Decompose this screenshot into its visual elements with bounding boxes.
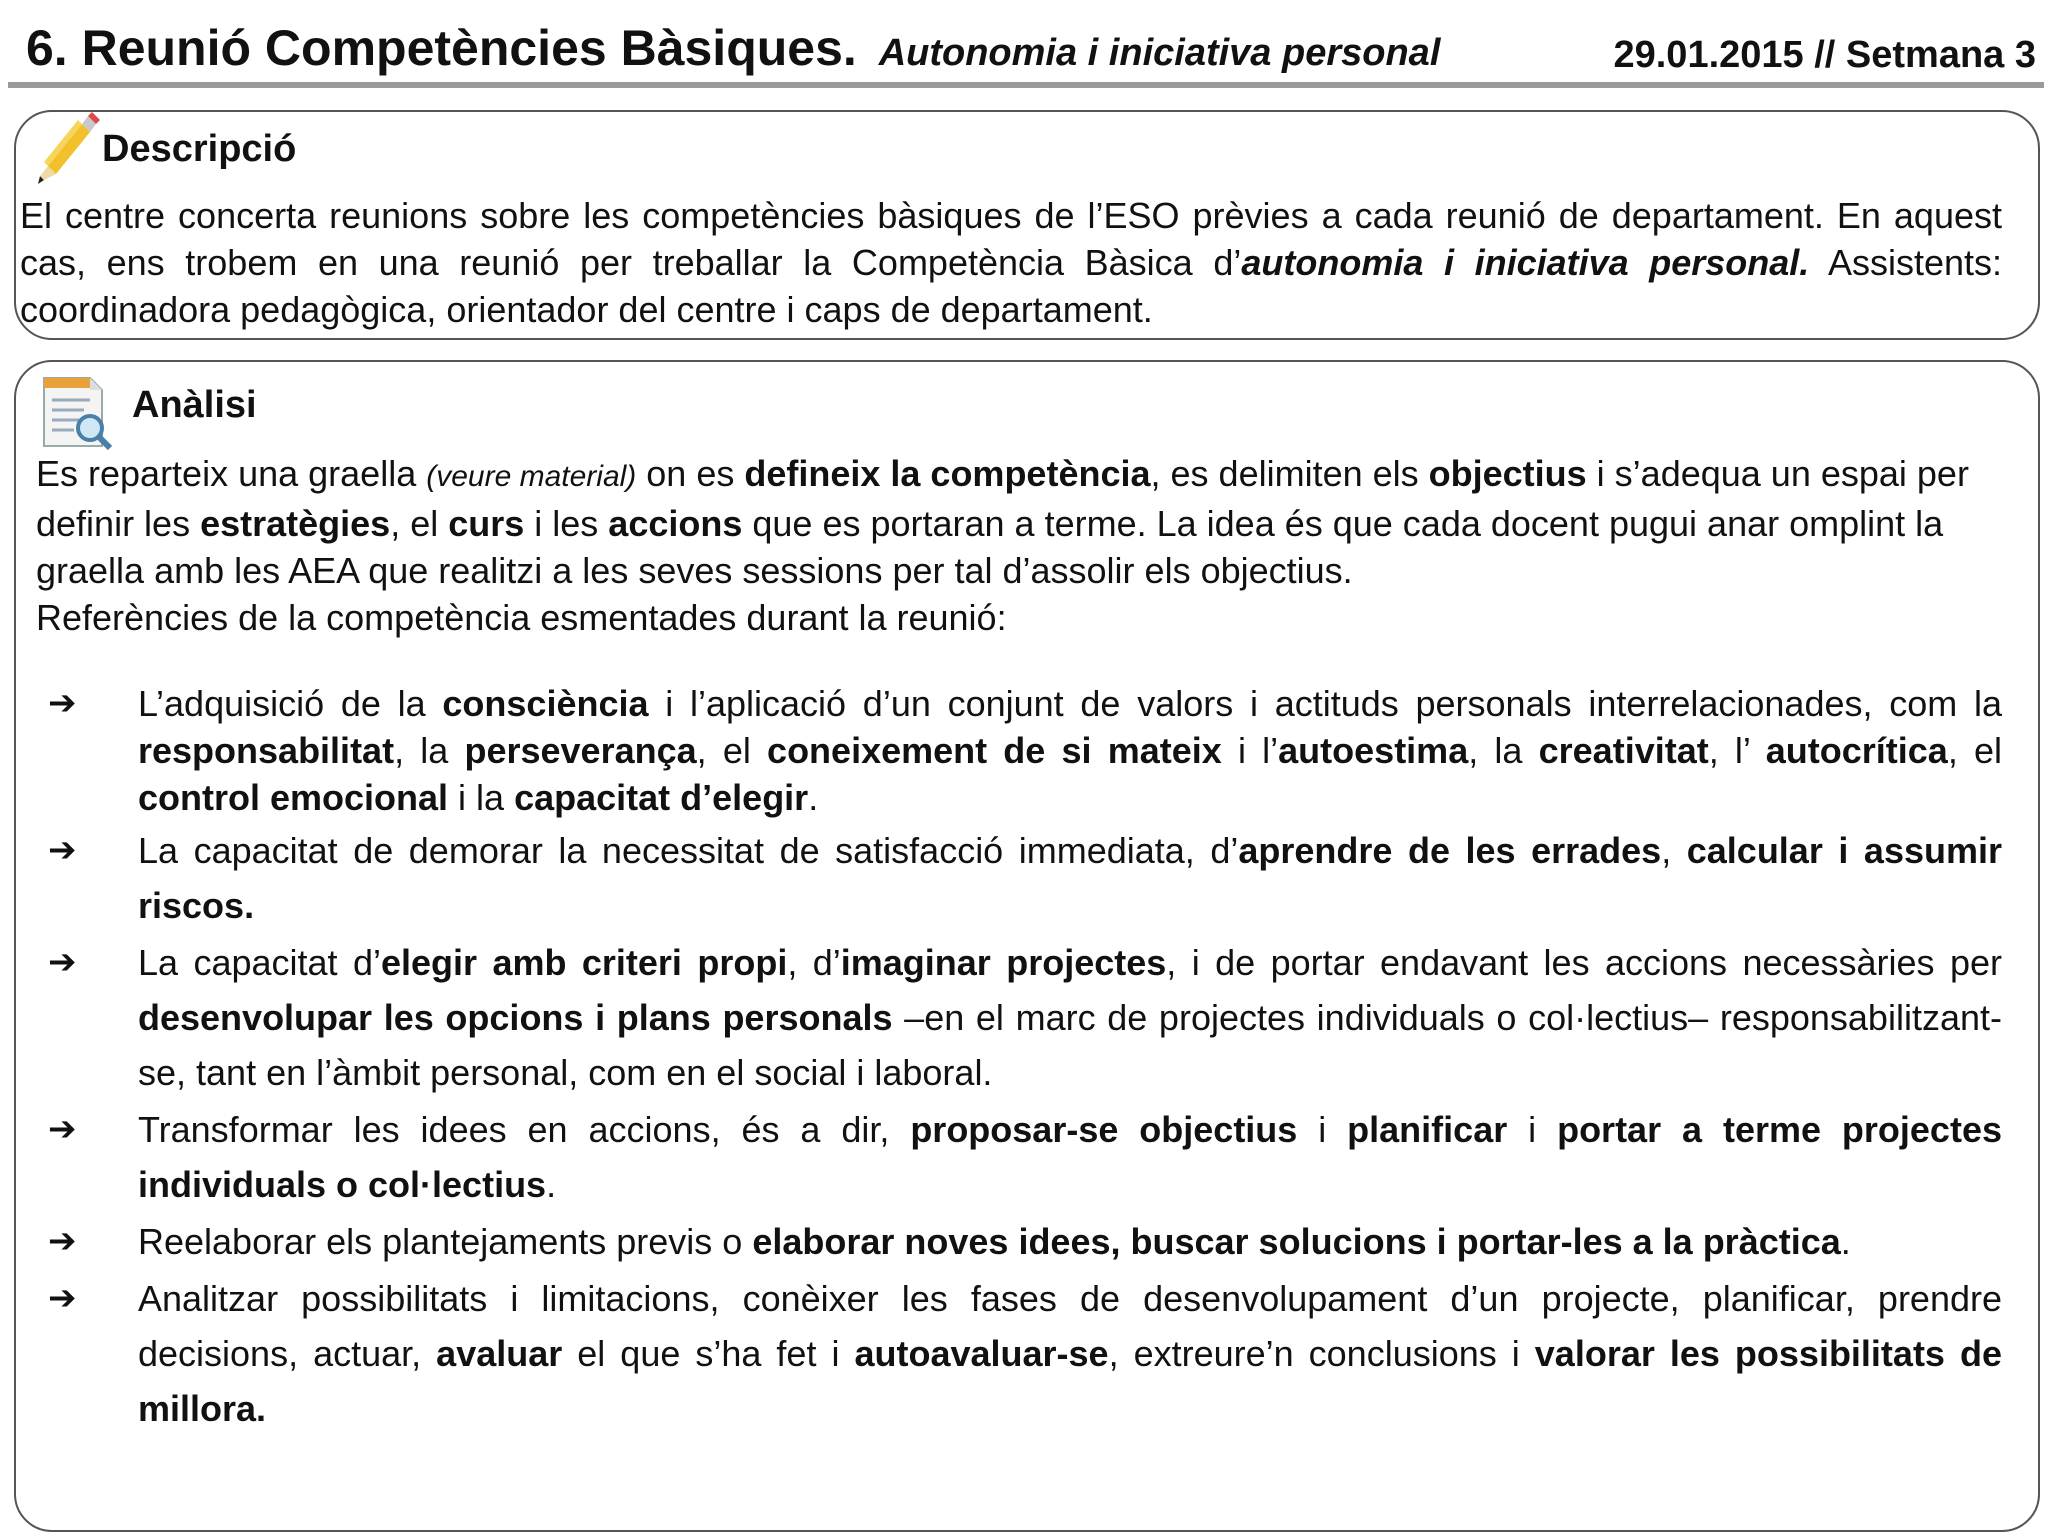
references-list bbox=[40, 680, 2002, 1436]
list-item bbox=[40, 823, 2002, 933]
item-text: , i de portar endavant les accions necessàries per bbox=[1166, 942, 2002, 983]
item-text: i la bbox=[448, 777, 515, 818]
item-text: i bbox=[1507, 1109, 1558, 1150]
item-text: , el bbox=[1947, 730, 2003, 771]
list-item bbox=[40, 935, 2002, 1100]
item-bold: control emocional bbox=[138, 777, 449, 818]
item-bold: avaluar bbox=[436, 1333, 563, 1374]
arrow-icon: ➔ bbox=[48, 684, 77, 722]
description-heading: Descripció bbox=[102, 128, 297, 170]
item-text: , la bbox=[394, 730, 465, 771]
item-text: i bbox=[1297, 1109, 1348, 1150]
analysis-text-part: Es reparteix una graella bbox=[36, 453, 427, 494]
item-bold: planificar bbox=[1347, 1109, 1508, 1150]
item-text: i l’aplicació d’un conjunt de valors i actituds personals interrelacionades, com la bbox=[648, 683, 2002, 724]
date-week: 29.01.2015 // Setmana 3 bbox=[1613, 34, 2036, 76]
arrow-icon: ➔ bbox=[48, 1222, 77, 1260]
description-text-part: Assistents: coordinadora pedagògica, orientador del centre i caps de departament. bbox=[20, 242, 2002, 330]
item-text: i l’ bbox=[1221, 730, 1279, 771]
analysis-text-part: i s’adequa un espai per definir les bbox=[36, 453, 1969, 544]
analysis-heading: Anàlisi bbox=[132, 384, 257, 426]
list-item bbox=[40, 680, 2002, 821]
item-bold: coneixement de si mateix bbox=[767, 730, 1222, 771]
item-bold: imaginar projectes bbox=[840, 942, 1167, 983]
item-bold: aprendre de les errades bbox=[1238, 830, 1662, 871]
item-bold: calcular i assumir riscos. bbox=[138, 830, 2002, 926]
item-text: el que s’ha fet i bbox=[562, 1333, 855, 1374]
item-bold: elaborar noves idees, buscar solucions i portar-les a la pràctica bbox=[752, 1221, 1841, 1262]
item-text: . bbox=[546, 1164, 557, 1205]
description-text-part: El centre concerta reunions sobre les competències bàsiques de l’ESO prèvies a cada reunió de departament. En aquest cas, ens trobem en una reunió per treballar la Competència Bàsica d’ bbox=[20, 195, 2002, 283]
item-bold: valorar les possibilitats de millora. bbox=[138, 1333, 2002, 1429]
item-bold: autoavaluar-se bbox=[854, 1333, 1109, 1374]
page-title bbox=[26, 18, 1440, 83]
arrow-icon: ➔ bbox=[48, 831, 77, 869]
item-text: , la bbox=[1468, 730, 1539, 771]
item-text: . bbox=[1840, 1221, 1851, 1262]
item-text: , extreure’n conclusions i bbox=[1108, 1333, 1535, 1374]
item-text: , el bbox=[696, 730, 768, 771]
item-bold: autoestima bbox=[1278, 730, 1469, 771]
page-subtitle: Autonomia i iniciativa personal bbox=[878, 32, 1441, 74]
item-bold: perseverança bbox=[464, 730, 697, 771]
description-text-bold: autonomia i iniciativa personal. bbox=[1241, 242, 1810, 283]
analysis-bold: accions bbox=[608, 503, 743, 544]
pencil-icon bbox=[34, 110, 100, 186]
item-text: –en el marc de projectes individuals o col·lectius– responsabilitzant-se, tant en l’àmbit personal, com en el social i laboral. bbox=[138, 997, 2002, 1093]
item-text: Analitzar possibilitats i limitacions, conèixer les fases de desenvolupament d’un projecte, planificar, prendre decisions, actuar, bbox=[138, 1278, 2002, 1374]
analysis-text-part: i les bbox=[524, 503, 609, 544]
item-text: La capacitat d’ bbox=[138, 942, 381, 983]
material-note: (veure material) bbox=[426, 460, 637, 493]
item-bold: elegir amb criteri propi bbox=[380, 942, 788, 983]
references-intro: Referències de la competència esmentades durant la reunió: bbox=[36, 597, 1007, 638]
item-bold: responsabilitat bbox=[138, 730, 395, 771]
arrow-icon: ➔ bbox=[48, 1279, 77, 1317]
item-text: , bbox=[1661, 830, 1687, 871]
item-text: , d’ bbox=[787, 942, 841, 983]
item-bold: consciència bbox=[442, 683, 649, 724]
analysis-bold: estratègies bbox=[200, 503, 391, 544]
list-item bbox=[40, 1102, 2002, 1212]
item-bold: portar a terme projectes individuals o col·lectius bbox=[138, 1109, 2002, 1205]
title-text: 6. Reunió Competències Bàsiques. bbox=[26, 20, 857, 76]
document-magnifier-icon bbox=[40, 372, 114, 452]
arrow-icon: ➔ bbox=[48, 943, 77, 981]
item-bold: creativitat bbox=[1538, 730, 1709, 771]
list-item bbox=[40, 1271, 2002, 1436]
item-bold: proposar-se objectius bbox=[910, 1109, 1298, 1150]
analysis-text-part: on es bbox=[636, 453, 745, 494]
analysis-bold: objectius bbox=[1428, 453, 1587, 494]
item-bold: autocrítica bbox=[1765, 730, 1948, 771]
header-divider bbox=[8, 82, 2044, 88]
analysis-text-part: , es delimiten els bbox=[1150, 453, 1429, 494]
analysis-text-part: que es portaran a terme. La idea és que cada docent pugui anar omplint la graella amb les AEA que realitzi a les seves sessions per tal d’assolir els objectius. bbox=[36, 503, 1944, 591]
item-text: . bbox=[808, 777, 819, 818]
arrow-icon: ➔ bbox=[48, 1110, 77, 1148]
item-bold: capacitat d’elegir bbox=[514, 777, 809, 818]
item-text: Reelaborar els plantejaments previs o bbox=[138, 1221, 753, 1262]
analysis-bold: curs bbox=[448, 503, 525, 544]
item-bold: desenvolupar les opcions i plans personals bbox=[138, 997, 893, 1038]
item-text: L’adquisició de la bbox=[138, 683, 443, 724]
item-text: , l’ bbox=[1708, 730, 1766, 771]
description-text bbox=[20, 192, 2002, 333]
analysis-text-part: , el bbox=[390, 503, 449, 544]
page-header bbox=[26, 18, 2036, 78]
analysis-bold: defineix la competència bbox=[744, 453, 1151, 494]
item-text: Transformar les idees en accions, és a dir, bbox=[138, 1109, 911, 1150]
list-item bbox=[40, 1214, 2002, 1269]
item-text: La capacitat de demorar la necessitat de satisfacció immediata, d’ bbox=[138, 830, 1239, 871]
analysis-text bbox=[36, 450, 2002, 641]
